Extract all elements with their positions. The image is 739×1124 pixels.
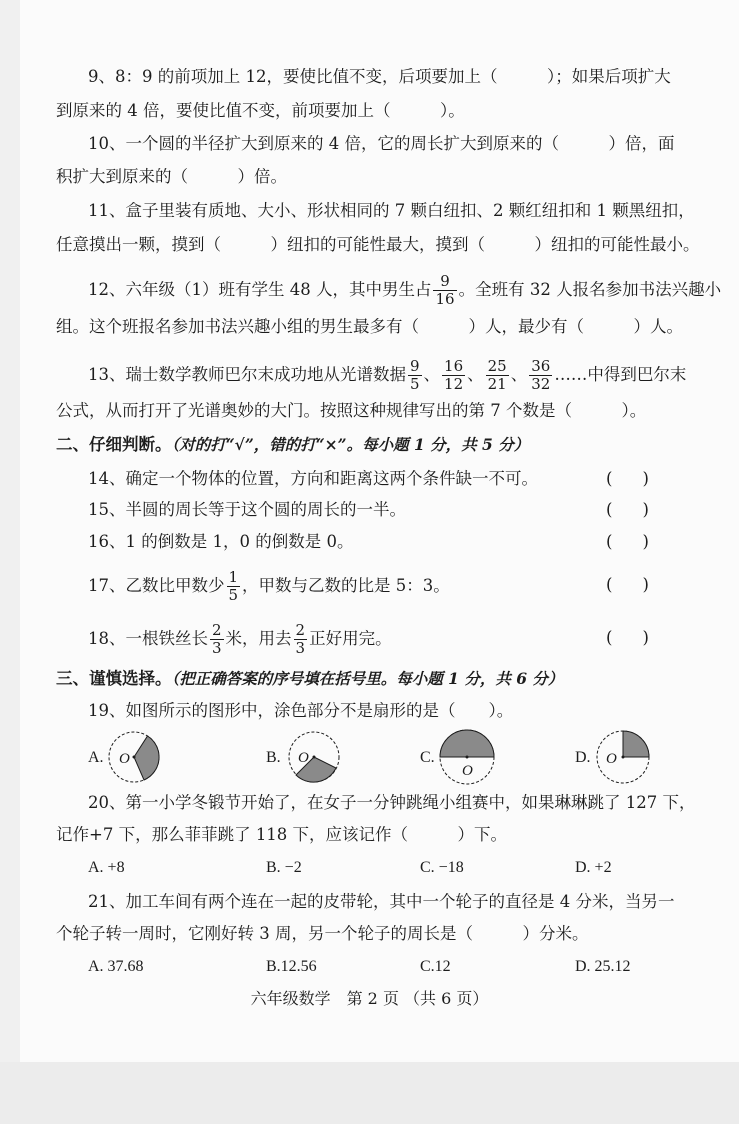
section-3-title: 三、谨慎选择。 <box>56 669 172 688</box>
question-17-text-a: 17、乙数比甲数少 <box>88 576 225 595</box>
question-11-line-1: 11、盒子里装有质地、大小、形状相同的 7 颗白纽扣、2 颗红纽扣和 1 颗黑纽扣， <box>88 201 695 220</box>
option-20-c[interactable]: C. −18 <box>420 859 464 876</box>
figure-19-c <box>436 726 498 786</box>
option-21-b[interactable]: B.12.56 <box>266 958 317 975</box>
question-18-text-b: 米，用去 <box>225 629 292 648</box>
center-label-d: O <box>606 751 617 767</box>
question-19: 19、如图所示的图形中，涂色部分不是扇形的是（ ）。 <box>88 701 514 720</box>
question-12-text-a: 12、六年级（1）班有学生 48 人，其中男生占 <box>88 280 432 299</box>
fraction-36-32: $\frac{36}{32}$ <box>531 357 551 393</box>
question-13-text-a: 13、瑞士数学教师巴尔末成功地从光谱数据 <box>88 365 406 384</box>
center-label-a: O <box>119 751 130 767</box>
question-9-line-1: 9、8：9 的前项加上 12，要使比值不变，后项要加上（ ）；如果后项扩大 <box>88 67 671 86</box>
question-12-line-2: 组。这个班报名参加书法兴趣小组的男生最多有（ ）人，最少有（ ）人。 <box>56 317 683 336</box>
separator: 、 <box>510 365 528 384</box>
question-21-line-1: 21、加工车间有两个连在一起的皮带轮，其中一个轮子的直径是 4 分米，当另一 <box>88 892 675 911</box>
section-2-note: （对的打“√”，错的打“×”。每小题 1 分，共 5 分） <box>171 435 530 454</box>
fraction-16-12: $\frac{16}{12}$ <box>444 357 464 393</box>
question-21-line-2: 个轮子转一周时，它刚好转 3 周，另一个轮子的周长是（ ）分米。 <box>56 924 589 943</box>
fraction-2-3-b: $\frac{2}{3}$ <box>295 621 306 657</box>
option-20-b[interactable]: B. −2 <box>266 859 302 876</box>
question-20-line-2: 记作+7 下，那么菲菲跳了 118 下，应该记作（ ）下。 <box>56 825 508 844</box>
option-20-a[interactable]: A. +8 <box>88 859 125 876</box>
separator: 、 <box>423 365 441 384</box>
fraction-25-21: $\frac{25}{21}$ <box>487 357 507 393</box>
figure-19-a <box>104 728 164 786</box>
question-13-line-2: 公式，从而打开了光谱奥妙的大门。按照这种规律写出的第 7 个数是（ ）。 <box>56 401 647 420</box>
option-19-c-label[interactable]: C. <box>420 749 435 766</box>
question-18-text-a: 18、一根铁丝长 <box>88 629 208 648</box>
question-10-line-1: 10、一个圆的半径扩大到原来的 4 倍，它的周长扩大到原来的（ ）倍，面 <box>88 134 675 153</box>
answer-paren-18[interactable] <box>606 627 649 649</box>
option-21-a[interactable]: A. 37.68 <box>88 958 144 975</box>
scan-edge <box>0 0 21 1124</box>
section-2-title: 二、仔细判断。 <box>56 435 172 454</box>
page-footer: 六年级数学 第 2 页 （共 6 页） <box>250 989 489 1008</box>
option-21-c[interactable]: C.12 <box>420 958 451 975</box>
fraction-2-3-a: $\frac{2}{3}$ <box>212 621 222 657</box>
scan-margin-bottom <box>0 1062 739 1124</box>
question-12-text-b: 。全班有 32 人报名参加书法兴趣小 <box>458 280 722 299</box>
answer-paren-14[interactable] <box>606 468 649 490</box>
section-3-note: （把正确答案的序号填在括号里。每小题 1 分，共 6 分） <box>171 669 564 688</box>
option-19-d-label[interactable]: D. <box>575 749 591 766</box>
option-21-d[interactable]: D. 25.12 <box>575 958 631 975</box>
question-18-text-c: 正好用完。 <box>309 629 392 648</box>
fraction-1-5: $\frac{1}{5}$ <box>228 568 239 604</box>
question-14: 14、确定一个物体的位置，方向和距离这两个条件缺一不可。 <box>88 469 538 488</box>
center-label-c: O <box>462 763 473 779</box>
figure-19-b <box>284 728 344 786</box>
answer-paren-16[interactable] <box>606 531 649 553</box>
question-12-line-1 <box>88 273 721 308</box>
answer-paren-15[interactable] <box>606 499 649 521</box>
option-19-b-label[interactable]: B. <box>266 749 281 766</box>
fraction-9-16: $\frac{9}{16}$ <box>435 272 455 308</box>
question-10-line-2: 积扩大到原来的（ ）倍。 <box>56 167 287 186</box>
question-20-line-1: 20、第一小学冬锻节开始了，在女子一分钟跳绳小组赛中，如果琳琳跳了 127 下， <box>88 793 696 812</box>
fraction-9-5: $\frac{9}{5}$ <box>410 357 420 393</box>
separator: 、 <box>467 365 484 384</box>
section-3-heading <box>56 668 563 690</box>
question-17 <box>88 569 450 604</box>
option-19-a-label[interactable]: A. <box>88 749 104 766</box>
question-13-text-b: ……中得到巴尔末 <box>554 365 687 384</box>
figure-19-d <box>592 726 654 786</box>
center-label-b: O <box>298 750 309 766</box>
question-9-line-2: 到原来的 4 倍，要使比值不变，前项要加上（ ）。 <box>56 101 465 120</box>
option-20-d[interactable]: D. +2 <box>575 859 612 876</box>
question-18 <box>88 622 392 657</box>
question-16: 16、1 的倒数是 1，0 的倒数是 0。 <box>88 532 354 551</box>
answer-paren-17[interactable] <box>606 574 649 596</box>
question-15: 15、半圆的周长等于这个圆的周长的一半。 <box>88 500 406 519</box>
question-13-line-1 <box>88 358 686 393</box>
question-11-line-2: 任意摸出一颗，摸到（ ）纽扣的可能性最大，摸到（ ）纽扣的可能性最小。 <box>56 235 700 254</box>
question-17-text-b: ，甲数与乙数的比是 5：3。 <box>242 576 450 595</box>
section-2-heading <box>56 434 529 456</box>
